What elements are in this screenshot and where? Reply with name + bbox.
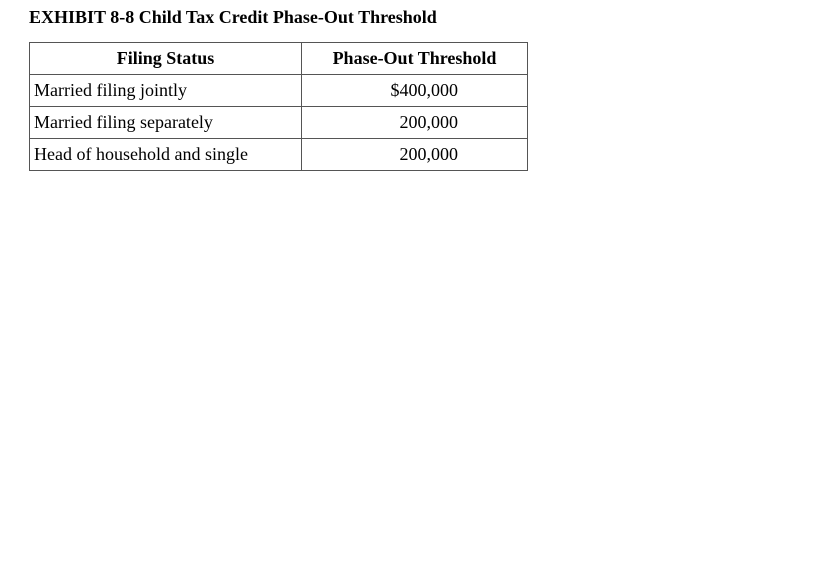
threshold-cell — [302, 139, 528, 171]
threshold-cell — [302, 75, 528, 107]
filing-status-cell: Head of household and single — [30, 139, 302, 171]
phase-out-threshold-table — [29, 42, 528, 171]
filing-status-cell: Married filing jointly — [30, 75, 302, 107]
header-filing-status: Filing Status — [30, 43, 302, 75]
threshold-value: 200,000 — [399, 112, 458, 132]
table-row — [30, 139, 528, 171]
exhibit-title: EXHIBIT 8-8 Child Tax Credit Phase-Out Threshold — [29, 7, 437, 27]
table-header-row — [30, 43, 528, 75]
filing-status-cell: Married filing separately — [30, 107, 302, 139]
threshold-value: $400,000 — [390, 80, 458, 100]
header-phase-out-threshold: Phase-Out Threshold — [302, 43, 528, 75]
table-row — [30, 75, 528, 107]
threshold-value: 200,000 — [399, 144, 458, 164]
threshold-cell — [302, 107, 528, 139]
table-row — [30, 107, 528, 139]
